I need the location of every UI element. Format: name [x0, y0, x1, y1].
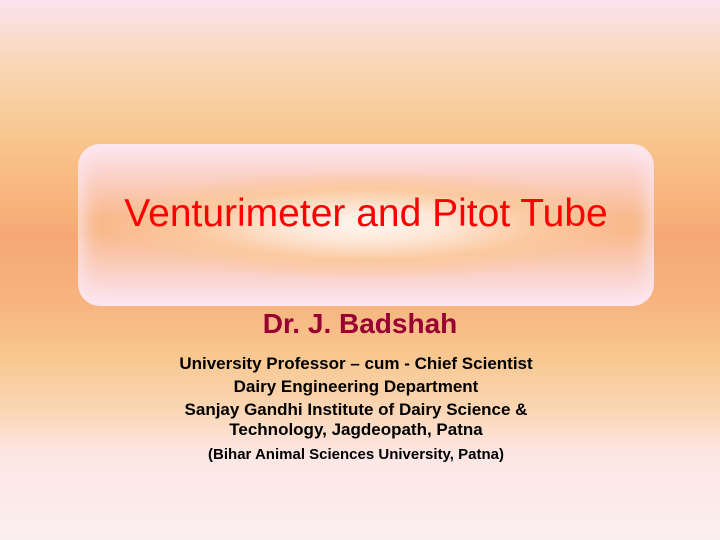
institute-line-1: Sanjay Gandhi Institute of Dairy Science & — [184, 400, 528, 419]
author-designation: University Professor – cum - Chief Scientist — [179, 354, 533, 373]
slide-title: Venturimeter and Pitot Tube — [124, 192, 608, 235]
author-department: Dairy Engineering Department — [233, 377, 479, 396]
university-name: (Bihar Animal Sciences University, Patna) — [208, 446, 504, 463]
author-name: Dr. J. Badshah — [262, 308, 458, 339]
author-details — [0, 354, 720, 465]
title-box — [78, 144, 654, 306]
institute-line-2: Technology, Jagdeopath, Patna — [229, 420, 483, 439]
